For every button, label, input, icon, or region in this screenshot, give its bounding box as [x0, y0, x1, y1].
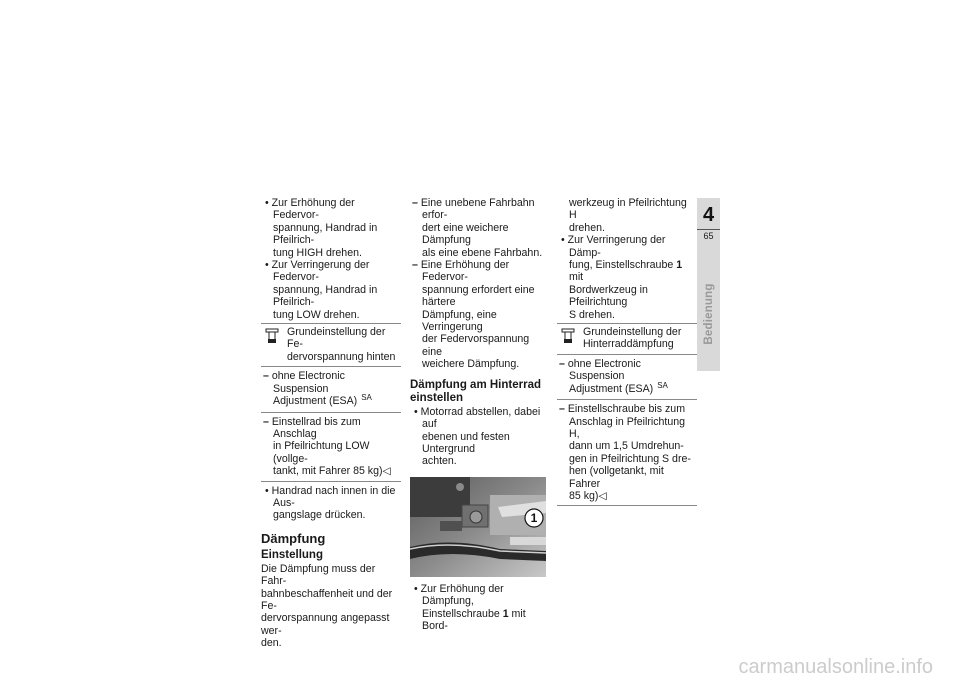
text-line: Adjustment (ESA) — [569, 382, 654, 395]
text-line: hen (vollgetankt, mit Fahrer — [569, 465, 664, 490]
text-line: den. — [261, 637, 282, 650]
damping-settings-table — [557, 323, 697, 506]
text-line: weichere Dämpfung. — [422, 358, 520, 371]
section-heading: Dämpfung — [261, 530, 326, 546]
text-line: dervorspannung hinten — [287, 350, 396, 363]
text-line: mit Bord- — [422, 607, 526, 632]
table-row — [261, 366, 401, 411]
table-condition — [557, 358, 697, 396]
text-line: dert eine weichere Dämpfung — [422, 221, 509, 247]
text-line: spannung, Handrad in Pfeilrich- — [273, 221, 378, 247]
text-line: Grundeinstellung der Fe- — [287, 326, 386, 351]
text-line: ebenen und festen Untergrund — [422, 430, 510, 455]
text-line: S drehen. — [569, 308, 615, 321]
text-line: fung, Einstellschraube — [569, 259, 674, 272]
text-line: Einstellschraube — [422, 607, 503, 620]
text-line: Die Dämpfung muss der Fahr- — [261, 562, 376, 588]
text-line: Grundeinstellung der — [583, 326, 682, 339]
table-condition — [261, 370, 401, 408]
watermark: carmanualsonline.info — [738, 655, 933, 678]
text-line: werkzeug in Pfeilrichtung H — [569, 197, 687, 222]
wrench-icon — [261, 326, 283, 363]
text-line: spannung, Handrad in Pfeilrich- — [273, 283, 378, 309]
paragraph — [261, 563, 401, 650]
text-line: Bordwerkzeug in Pfeilrichtung — [569, 283, 648, 309]
sa-superscript: SA — [361, 393, 372, 403]
text-line: gen in Pfeilrichtung S dre- — [569, 452, 691, 465]
dash-item — [410, 259, 550, 371]
text-line: Zur Erhöhung der Federvor- — [271, 197, 355, 222]
bullet-decrease-damping — [557, 234, 697, 321]
text-line: Dämpfung am Hinterrad — [410, 378, 541, 391]
bullet-increase-damping — [410, 583, 550, 633]
section-label-text: Bedienung — [702, 283, 715, 345]
table-row — [261, 412, 401, 481]
text-line: ohne Electronic Suspension — [271, 370, 345, 395]
subsection-heading: Einstellung — [261, 548, 323, 561]
text-line: dervorspannung angepasst wer- — [261, 612, 390, 637]
text-line: Zur Verringerung der Dämp- — [567, 234, 666, 259]
text-line: Motorrad abstellen, dabei auf — [420, 405, 541, 431]
text-line: Zur Erhöhung der Dämpfung, — [420, 582, 504, 608]
bullet-push-handwheel — [261, 485, 401, 522]
table-header-text — [579, 326, 697, 351]
text-line: achten. — [422, 455, 457, 468]
text-line: der Federvorspannung eine — [422, 333, 530, 358]
text-line: tankt, mit Fahrer 85 kg)◁ — [273, 465, 391, 478]
callout-ref: 1 — [676, 259, 683, 272]
text-line: Einstellrad bis zum Anschlag — [271, 415, 361, 440]
table-value — [261, 416, 401, 478]
text-line: dann um 1,5 Umdrehun- — [569, 440, 684, 453]
callout-number: 1 — [530, 510, 538, 525]
text-line: tung HIGH drehen. — [273, 246, 362, 259]
text-line: Eine unebene Fahrbahn erfor- — [420, 197, 535, 222]
text-line: Adjustment (ESA) — [273, 395, 358, 408]
wrench-icon — [557, 326, 579, 351]
column-2 — [410, 197, 550, 632]
text-line: spannung erfordert eine härtere — [422, 283, 535, 309]
text-line: drehen. — [569, 221, 605, 234]
callout-ref: 1 — [502, 607, 509, 620]
continuation — [557, 197, 697, 234]
bullet-decrease-preload — [261, 259, 401, 321]
text-line: Dämpfung, eine Verringerung — [422, 308, 497, 334]
text-line: als eine ebene Fahrbahn. — [422, 246, 543, 259]
text-line: gangslage drücken. — [273, 509, 366, 522]
bullet-park-motorcycle — [410, 406, 550, 468]
table-header — [557, 324, 697, 354]
text-line: Eine Erhöhung der Federvor- — [420, 259, 510, 284]
table-value — [557, 403, 697, 502]
chapter-number: 4 — [702, 204, 715, 226]
sa-superscript: SA — [657, 380, 668, 390]
section-heading — [410, 379, 550, 405]
text-line: Handrad nach innen in die Aus- — [271, 484, 396, 509]
chapter-tab — [697, 198, 720, 371]
preload-settings-table — [261, 323, 401, 481]
bullet-increase-preload — [261, 197, 401, 259]
text-line: Hinterraddämpfung — [583, 338, 674, 351]
column-3 — [557, 197, 697, 506]
column-1 — [261, 197, 401, 650]
text-line: tung LOW drehen. — [273, 308, 360, 321]
text-line: Einstellschraube bis zum — [567, 403, 686, 416]
table-header-text — [283, 326, 401, 363]
table-header — [261, 324, 401, 366]
text-line: in Pfeilrichtung LOW (vollge- — [273, 440, 370, 465]
text-line: Anschlag in Pfeilrichtung H, — [569, 415, 686, 440]
rear-shock-photo — [410, 477, 546, 577]
text-line: Zur Verringerung der Federvor- — [271, 259, 370, 284]
page-number: 65 — [697, 229, 720, 241]
table-row — [557, 399, 697, 505]
text-line: ohne Electronic Suspension — [567, 357, 641, 383]
text-line: einstellen — [410, 391, 464, 404]
text-line: bahnbeschaffenheit und der Fe- — [261, 587, 393, 612]
dash-item — [410, 197, 550, 259]
table-row — [557, 354, 697, 399]
text-line: mit — [569, 271, 584, 284]
text-line: 85 kg)◁ — [569, 489, 607, 502]
